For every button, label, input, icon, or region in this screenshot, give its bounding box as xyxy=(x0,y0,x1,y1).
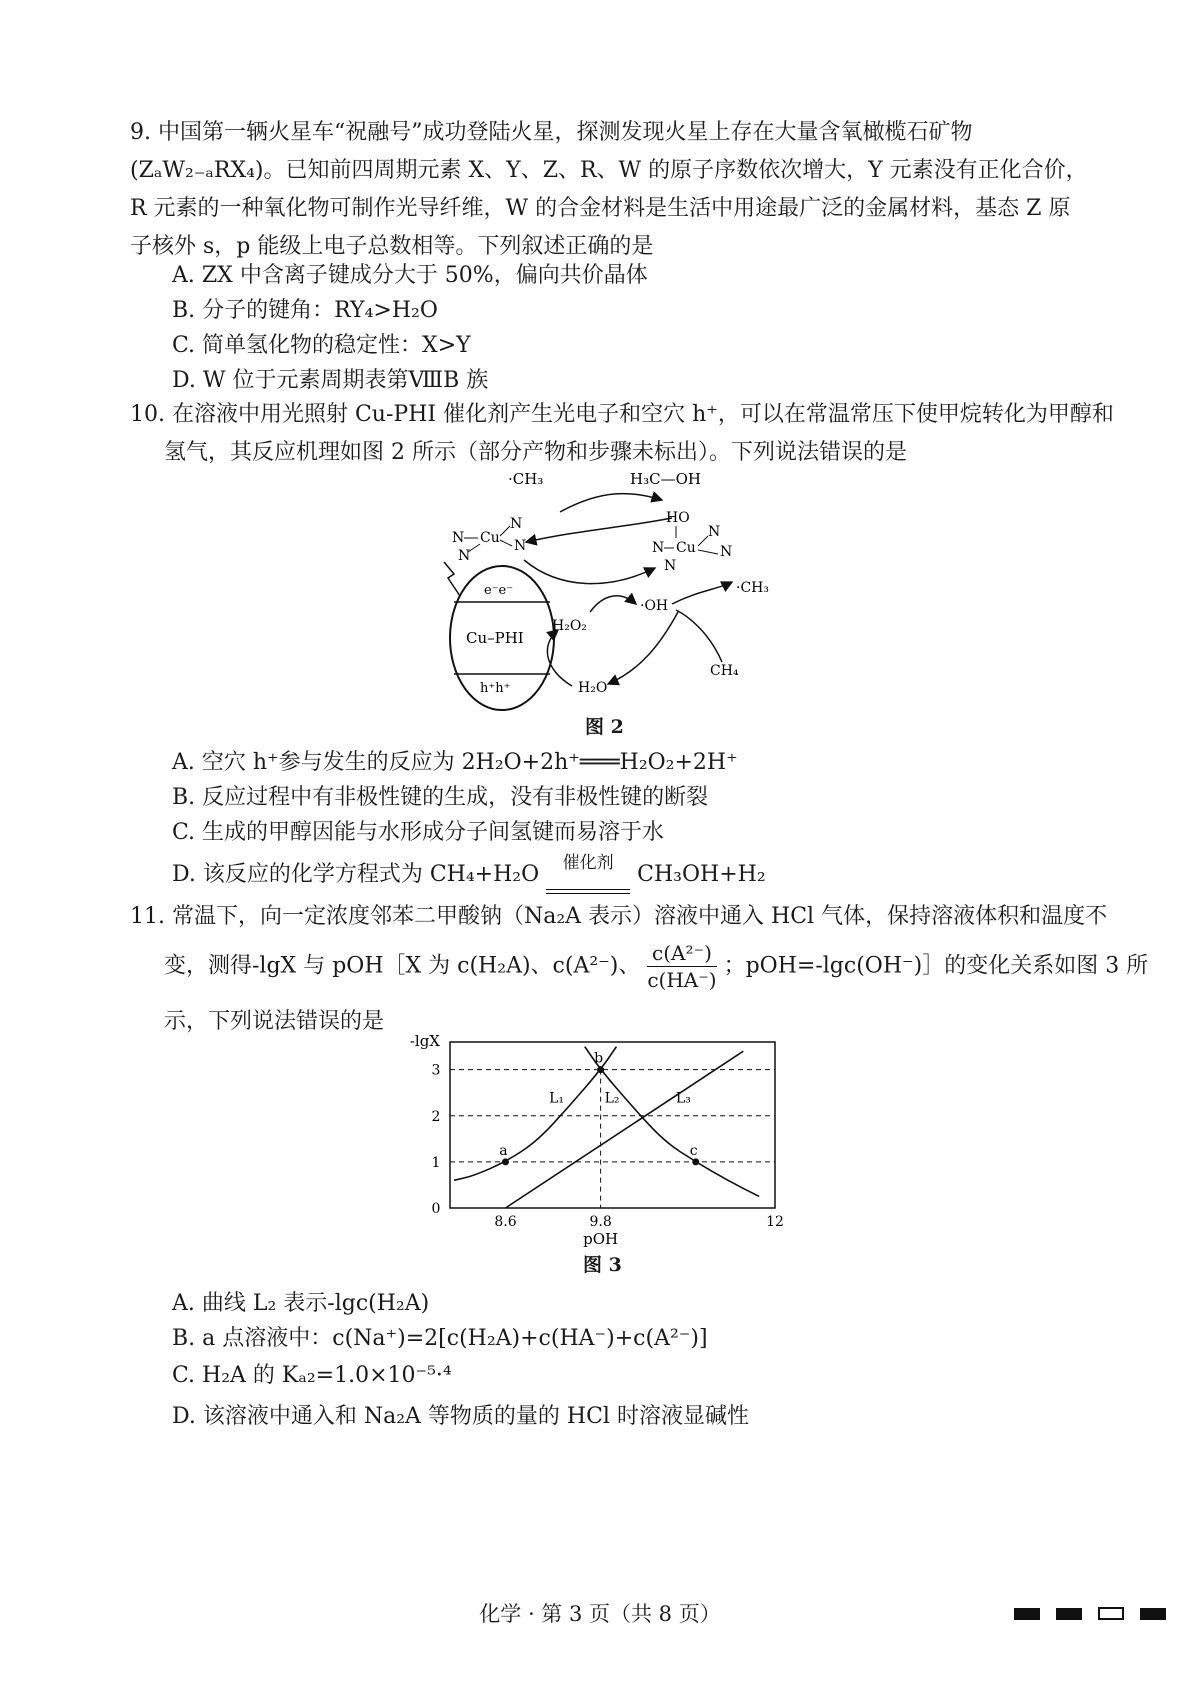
curve-ch4 xyxy=(676,610,722,662)
label-electrons: e⁻e⁻ xyxy=(484,583,514,598)
q10-stem-line-2: 氢气，其反应机理如图 2 所示（部分产物和步骤未标出）。下列说法错误的是 xyxy=(164,440,907,465)
label-methanol: H₃C—OH xyxy=(630,470,701,488)
x-tick-label: 9.8 xyxy=(589,1214,612,1230)
mark-hollow xyxy=(1098,1607,1124,1620)
y-tick-label: 0 xyxy=(431,1201,441,1217)
svg-text:HO: HO xyxy=(666,510,690,526)
series-label-2: L₂ xyxy=(604,1090,620,1107)
mechanism-diagram xyxy=(440,470,800,725)
question-11 xyxy=(130,898,1140,936)
arrow-h2o2-to-oh xyxy=(590,596,636,612)
q11-fraction: $\frac{\text{c(A²⁻)}}{c(HA^-)}$ xyxy=(647,941,717,992)
label-holes: h⁺h⁺ xyxy=(480,681,511,696)
question-9 xyxy=(130,114,1140,266)
q9-option-b: B. 分子的键角：RY₄>H₂O xyxy=(172,298,438,323)
label-ch3-top: ·CH₃ xyxy=(508,470,544,488)
catalyst-particle xyxy=(444,562,554,710)
data-point-b xyxy=(597,1066,604,1073)
data-point-label-b: b xyxy=(594,1050,604,1067)
q10-stem-line-1: 10. 在溶液中用光照射 Cu-PHI 催化剂产生光电子和空穴 h⁺，可以在常温常压下使甲烷转化为甲醇和 xyxy=(130,402,1114,427)
q9-stem-line-2: 已知前四周期元素 X、Y、Z、R、W 的原子序数依次增大，Y 元素没有正化合价， xyxy=(285,158,1088,183)
q9-option-a: A. ZX 中含离子键成分大于 50%，偏向共价晶体 xyxy=(172,263,648,288)
q11-stem-line-2: 变，测得-lgX 与 pOH［X 为 c(H₂A)、c(A²⁻)、 $\frac{\text{c(A²⁻)}}{c(HA^-)}$ ；pOH=-lgc(OH⁻)］的变化关系如图 3 所 xyxy=(164,941,1149,992)
q11-option-c: C. H₂A 的 Kₐ₂=1.0×10⁻⁵·⁴ xyxy=(172,1363,452,1388)
y-tick-label: 3 xyxy=(431,1062,441,1079)
arrow-to-ch3 xyxy=(672,582,732,604)
q9-stem-line-3: R 元素的一种氧化物可制作光导纤维，W 的合金材料是生活中用途最广泛的金属材料，基态 Z 原 xyxy=(130,196,1071,221)
label-oh: ·OH xyxy=(640,598,669,614)
svg-text:Cu: Cu xyxy=(676,540,696,556)
q11-option-b: B. a 点溶液中：c(Na⁺)=2[c(H₂A)+c(HA⁻)+c(A²⁻)] xyxy=(172,1326,708,1351)
plot-frame xyxy=(450,1042,775,1208)
cu-complex-left xyxy=(452,516,526,564)
x-tick-label: 8.6 xyxy=(494,1214,517,1230)
svg-text:N: N xyxy=(452,530,465,546)
svg-text:N: N xyxy=(514,538,527,554)
light-bolt-icon xyxy=(444,562,460,596)
y-tick-label: 2 xyxy=(431,1108,441,1125)
svg-text:N: N xyxy=(708,524,721,540)
registration-marks xyxy=(1014,1603,1182,1622)
arrow-oh-to-h2o xyxy=(608,612,678,684)
label-h2o: H₂O xyxy=(578,680,608,696)
svg-text:N: N xyxy=(664,558,677,574)
label-ch4: CH₄ xyxy=(710,663,739,679)
q9-option-c: C. 简单氢化物的稳定性：X>Y xyxy=(172,333,471,358)
data-point-label-a: a xyxy=(499,1142,508,1159)
q9-stem-line-4: 子核外 s，p 能级上电子总数相等。下列叙述正确的是 xyxy=(130,234,654,259)
y-axis-label: -lgX xyxy=(409,1032,440,1050)
data-point-label-c: c xyxy=(689,1142,698,1159)
arrow-complex-back xyxy=(526,518,672,542)
catalyst-label: 催化剂 xyxy=(562,853,614,873)
svg-text:Cu: Cu xyxy=(480,530,500,546)
q11-stem-line-1: 11. 常温下，向一定浓度邻苯二甲酸钠（Na₂A 表示）溶液中通入 HCl 气体，保持溶液体积和温度不 xyxy=(130,904,1108,929)
page-footer: 化学 · 第 3 页（共 8 页） xyxy=(479,1602,721,1626)
label-h2o2: H₂O₂ xyxy=(552,618,587,634)
data-point-c xyxy=(692,1158,699,1165)
q11-option-a: A. 曲线 L₂ 表示-lgc(H₂A) xyxy=(172,1291,430,1316)
figure-3-caption: 图 3 xyxy=(583,1254,622,1276)
series-label-3: L₃ xyxy=(675,1090,691,1107)
mark-block xyxy=(1140,1608,1166,1620)
mark-block xyxy=(1014,1608,1040,1620)
q10-option-d xyxy=(172,853,766,894)
svg-text:N: N xyxy=(510,516,523,532)
arrow-to-right-complex xyxy=(524,560,655,584)
svg-text:N: N xyxy=(720,544,733,560)
q10-option-d-prefix: D. 该反应的化学方程式为 CH₄+H₂O xyxy=(172,862,540,887)
q10-option-d-suffix: CH₃OH+H₂ xyxy=(637,862,766,887)
q9-stem-line-1: 9. 中国第一辆火星车“祝融号”成功登陆火星，探测发现火星上存在大量含氧橄榄石矿物 xyxy=(130,120,973,145)
svg-text:N: N xyxy=(652,540,665,556)
q9-formula: (ZₐW₂₋ₐRX₄)。 xyxy=(130,158,286,183)
x-axis-label: pOH xyxy=(583,1230,619,1248)
q10-option-c: C. 生成的甲醇因能与水形成分子间氢键而易溶于水 xyxy=(172,820,665,845)
chart-figure-3 xyxy=(400,1030,800,1250)
data-point-a xyxy=(502,1158,509,1165)
series-line-2 xyxy=(585,1047,759,1197)
q10-option-a: A. 空穴 h⁺参与发生的反应为 2H₂O+2h⁺═══H₂O₂+2H⁺ xyxy=(172,750,738,775)
series-line-3 xyxy=(505,1051,743,1208)
q10-option-b: B. 反应过程中有非极性键的生成，没有非极性键的断裂 xyxy=(172,785,709,810)
q11-stem-line-3: 示，下列说法错误的是 xyxy=(164,1009,385,1034)
catalyst-arrow xyxy=(546,853,630,894)
y-tick-label: 1 xyxy=(431,1154,441,1171)
q11-option-d: D. 该溶液中通入和 Na₂A 等物质的量的 HCl 时溶液显碱性 xyxy=(172,1404,749,1429)
x-tick-label: 12 xyxy=(766,1214,784,1230)
label-ch3-right: ·CH₃ xyxy=(736,580,769,596)
question-10 xyxy=(130,396,1140,472)
svg-text:N: N xyxy=(458,548,471,564)
series-label-1: L₁ xyxy=(549,1090,565,1107)
mark-block xyxy=(1056,1608,1082,1620)
arrow-ch3-to-methanol xyxy=(560,494,662,512)
q9-option-d: D. W 位于元素周期表第ⅧB 族 xyxy=(172,368,489,393)
series-line-1 xyxy=(454,1047,616,1181)
label-catalyst: Cu–PHI xyxy=(466,629,524,647)
figure-2-caption: 图 2 xyxy=(585,716,624,738)
